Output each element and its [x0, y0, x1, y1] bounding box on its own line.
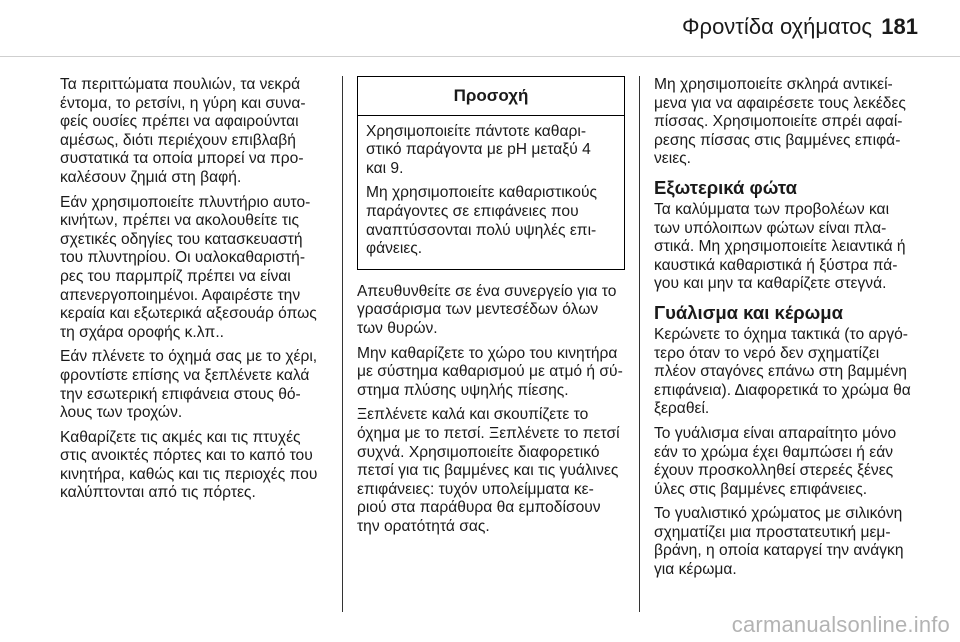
text-line: καλέσουν ζημιά στη βαφή. [60, 168, 242, 186]
text-line: στικό παράγοντα με pH μεταξύ 4 [366, 141, 591, 159]
column-1 [60, 76, 328, 509]
text-line: επιφάνειες: τυχόν υπολείμματα κε- [357, 480, 594, 498]
text-line: αναπτύσσονται πολύ υψηλές επι- [366, 221, 597, 239]
text-line: καυστικά καθαριστικά ή ξύστρα πά- [654, 256, 898, 274]
text-line: των υπόλοιπων φώτων είναι πλα- [654, 219, 887, 237]
paragraph [654, 505, 922, 579]
text-line: παράγοντες σε επιφάνειες που [366, 202, 579, 220]
text-line: λους των τροχών. [60, 404, 183, 422]
section-title: Φροντίδα οχήματος [682, 14, 872, 39]
text-line: Εάν χρησιμοποιείτε πλυντήριο αυτο- [60, 193, 311, 211]
text-line: μενα για να αφαιρέσετε τους λεκέδες [654, 94, 906, 112]
text-line: τερο όταν το νερό δεν σχηματίζει [654, 344, 880, 362]
text-line: έντομα, το ρετσίνι, η γύρη και συνα- [60, 94, 306, 112]
text-line: φροντίστε επίσης να ξεπλένετε καλά [60, 366, 310, 384]
text-line: Χρησιμοποιείτε πάντοτε καθαρι- [366, 122, 587, 140]
text-line: πίσσας. Χρησιμοποιείτε σπρέι αφαί- [654, 113, 903, 131]
section-heading: Εξωτερικά φώτα [654, 176, 797, 198]
text-line: σχηματίζει μια προστατευτική μεμ- [654, 523, 891, 541]
text-line: συστατικά τα οποία μπορεί να προ- [60, 150, 304, 168]
text-line: ριού στα παράθυρα θα εμποδίσουν [357, 499, 601, 517]
text-line: του πλυντηρίου. Οι υαλοκαθαριστή- [60, 249, 306, 267]
text-line: στημα πλύσης υψηλής πίεσης. [357, 381, 569, 399]
paragraph [357, 406, 625, 536]
text-line: των θυρών. [357, 319, 438, 337]
text-line: ρες του παρμπρίζ πρέπει να είναι [60, 267, 291, 285]
column-divider [342, 76, 343, 612]
text-line: νειες. [654, 150, 692, 168]
paragraph [60, 194, 328, 343]
text-line: έχουν προσκολληθεί στερεές ξένες [654, 462, 894, 480]
text-line: Τα καλύμματα των προβολέων και [654, 200, 890, 218]
text-line: Τα περιττώματα πουλιών, τα νεκρά [60, 76, 301, 93]
section-heading: Γυάλισμα και κέρωμα [654, 301, 843, 323]
text-line: ξεραθεί. [654, 400, 710, 418]
text-line: συχνά. Χρησιμοποιείτε διαφορετικό [357, 443, 600, 461]
text-line: Καθαρίζετε τις ακμές και τις πτυχές [60, 428, 301, 446]
text-line: Απευθυνθείτε σε ένα συνεργείο για το [357, 282, 617, 300]
column-3 [654, 76, 922, 586]
text-line: ρεσης πίσσας στις βαμμένες επιφά- [654, 131, 901, 149]
column-divider [639, 76, 640, 612]
text-line: στις ανοικτές πόρτες και το καπό του [60, 447, 313, 465]
text-line: Το γυαλιστικό χρώματος με σιλικόνη [654, 505, 903, 523]
text-line: με σύστημα καθαρισμού με ατμό ή σύ- [357, 363, 623, 381]
text-line: απενεργοποιημένοι. Αφαιρέστε την [60, 286, 301, 304]
text-line: σχετικές οδηγίες του κατασκευαστή [60, 230, 303, 248]
watermark: carmanualsonline.info [731, 612, 950, 637]
text-line: γρασάρισμα των μεντεσέδων όλων [357, 301, 599, 319]
text-line: ύλες στις βαμμένες επιφάνειες. [654, 480, 868, 498]
text-line: γου και μην τα καθαρίζετε στεγνά. [654, 275, 887, 293]
paragraph [654, 326, 922, 419]
page-header [0, 0, 960, 62]
text-line: φείς ουσίες πρέπει να αφαιρούνται [60, 113, 299, 131]
text-line: Κερώνετε το όχημα τακτικά (το αργό- [654, 325, 908, 343]
warning-box [357, 76, 625, 270]
paragraph [357, 345, 625, 401]
paragraph [366, 123, 616, 179]
text-line: κινήτων, πρέπει να ακολουθείτε τις [60, 212, 299, 230]
text-line: πετσί για τις βαμμένες και τις γυάλινες [357, 462, 619, 480]
text-line: βράνη, η οποία καταργεί την ανάγκη [654, 542, 904, 560]
text-line: την εσωτερική επιφάνεια στους θό- [60, 385, 301, 403]
text-line: πλέον σταγόνες επάνω στη βαμμένη [654, 363, 907, 381]
text-line: όχημα με το πετσί. Ξεπλένετε το πετσί [357, 424, 620, 442]
text-line: κινητήρα, καθώς και τις περιοχές που [60, 465, 318, 483]
text-line: την ορατότητά σας. [357, 517, 490, 535]
text-line: Μη χρησιμοποιείτε καθαριστικούς [366, 184, 597, 202]
paragraph [654, 425, 922, 499]
page-number: 181 [881, 14, 918, 39]
text-line: φάνειες. [366, 240, 423, 258]
warning-title: Προσοχή [358, 77, 624, 116]
text-line: κεραία και εξωτερικά αξεσουάρ όπως [60, 305, 317, 323]
text-line: Το γυάλισμα είναι απαραίτητο μόνο [654, 424, 897, 442]
paragraph [366, 184, 616, 258]
paragraph [60, 348, 328, 422]
text-line: Ξεπλένετε καλά και σκουπίζετε το [357, 406, 589, 424]
text-line: Μη χρησιμοποιείτε σκληρά αντικεί- [654, 76, 893, 93]
paragraph [357, 283, 625, 339]
text-line: εάν το χρώμα έχει θαμπώσει ή εάν [654, 443, 894, 461]
paragraph [60, 429, 328, 503]
paragraph [60, 76, 328, 188]
text-line: καλύπτονται από τις πόρτες. [60, 484, 256, 502]
text-line: επιφάνεια). Διαφορετικά το χρώμα θα [654, 381, 911, 399]
text-line: στικά. Μη χρησιμοποιείτε λειαντικά ή [654, 238, 906, 256]
warning-body [358, 116, 624, 269]
text-line: τη σχάρα οροφής κ.λπ.. [60, 323, 224, 341]
header-divider [0, 56, 960, 57]
paragraph [654, 201, 922, 294]
paragraph [654, 76, 922, 169]
text-line: για κέρωμα. [654, 561, 737, 579]
text-line: Εάν πλένετε το όχημά σας με το χέρι, [60, 348, 318, 366]
text-line: αμέσως, διότι περιέχουν επιβλαβή [60, 131, 296, 149]
text-line: και 9. [366, 159, 404, 177]
text-line: Μην καθαρίζετε το χώρο του κινητήρα [357, 344, 618, 362]
column-2 [357, 76, 625, 542]
